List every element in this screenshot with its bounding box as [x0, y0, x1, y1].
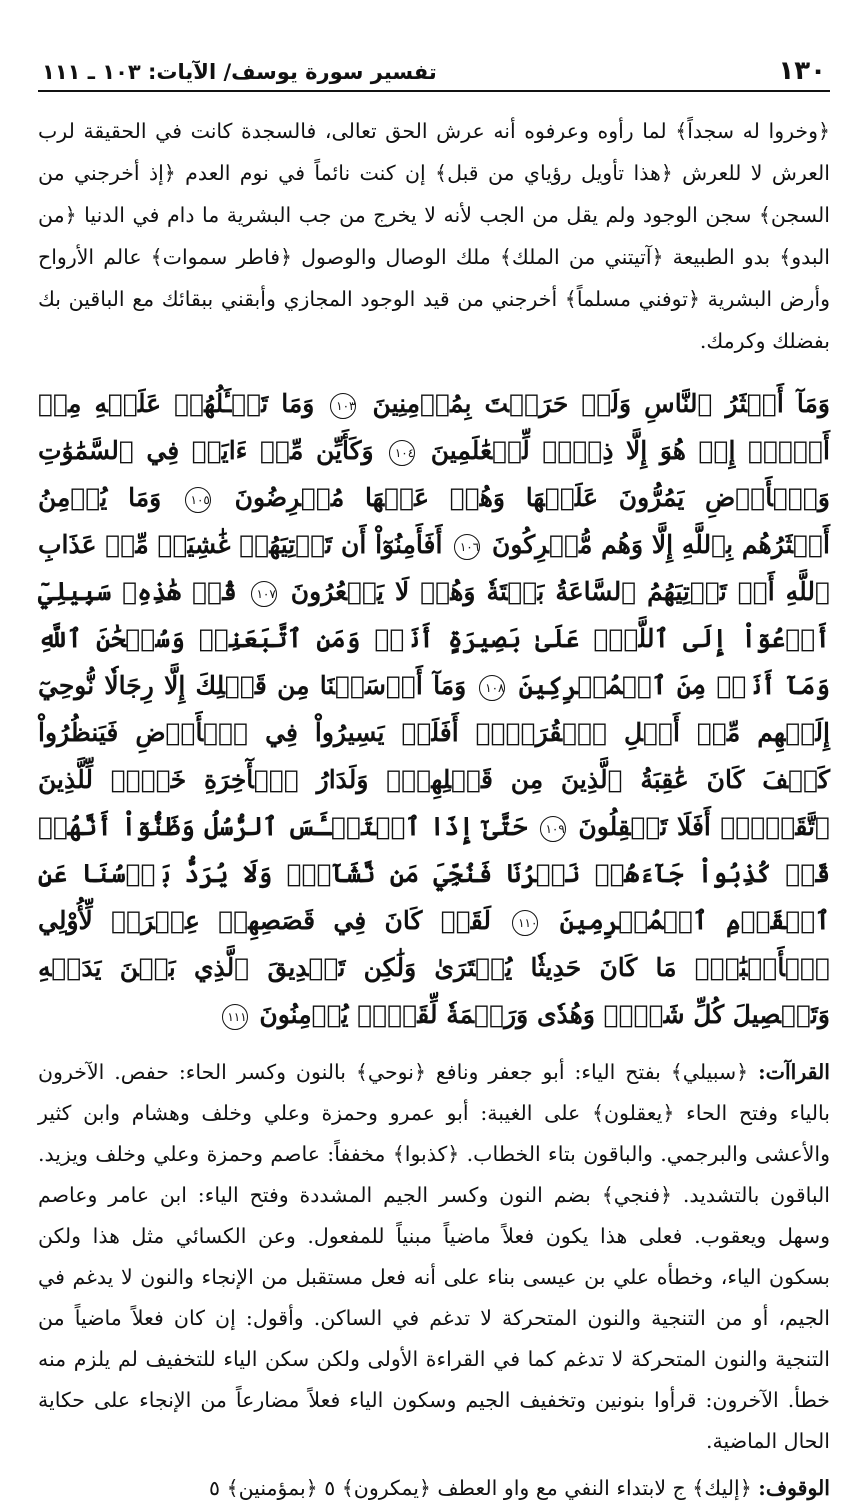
ayah-number-marker: ١٠٣: [330, 393, 356, 419]
running-title: تفسير سورة يوسف/ الآيات: ١٠٣ ـ ١١١: [42, 60, 437, 84]
readings-paragraph: [38, 1052, 830, 1462]
ayah-number-marker: ١٠٦: [454, 534, 480, 560]
verse-text: وَكَأَيِّن مِّنۡ ءَايَةٖ فِي ٱلسَّمَٰوَٰتِ وَٱلۡأَرۡضِ يَمُرُّونَ عَلَيۡهَا وَهُمۡ عَنۡهَا مُعۡرِضُونَ: [38, 436, 830, 512]
verse-text: وَمَا تَسۡـَٔلُهُمۡ عَلَيۡهِ مِنۡ أَجۡرٍۚ إِنۡ هُوَ إِلَّا ذِكۡرٞ لِّلۡعَٰلَمِينَ: [38, 389, 830, 465]
verse-text: أَفَأَمِنُوٓاْ أَن تَأۡتِيَهُمۡ غَٰشِيَةٞ مِّنۡ عَذَابِ ٱللَّهِ أَوۡ تَأۡتِيَهُمُ ٱلسَّاعَةُ بَغۡتَةٗ وَهُمۡ لَا يَشۡعُرُونَ: [38, 530, 830, 606]
verse-text: لَقَدۡ كَانَ فِي قَصَصِهِمۡ عِبۡرَةٞ لِّأُوْلِي ٱلۡأَلۡبَٰبِۗ مَا كَانَ حَدِيثٗا يُفۡتَرَىٰ وَلَٰكِن تَصۡدِيقَ ٱلَّذِي بَيۡنَ يَدَيۡهِ وَتَفۡصِيلَ كُلِّ شَيۡءٖ وَهُدٗى وَرَحۡمَةٗ لِّقَوۡمٖ يُؤۡمِنُونَ: [38, 906, 830, 1029]
page-header: [38, 50, 830, 92]
ayah-number-marker: ١١١: [222, 1004, 248, 1030]
book-page: [38, 50, 831, 1500]
waqf-text: ﴿إليك﴾ ج لابتداء النفي مع واو العطف ﴿يمكرون﴾ ٥ ﴿بمؤمنين﴾ ٥: [209, 1476, 752, 1500]
ayah-number-marker: ١٠٩: [540, 816, 566, 842]
waqf-paragraph: [38, 1468, 830, 1508]
verse-text: وَمَا يُؤۡمِنُ أَكۡثَرُهُم بِٱللَّهِ إِلَّا وَهُم مُّشۡرِكُونَ: [38, 483, 830, 559]
verse-text: وَمَآ أَرۡسَلۡنَا مِن قَبۡلِكَ إِلَّا رِجَالٗا نُّوحِيٓ إِلَيۡهِم مِّنۡ أَهۡلِ ٱلۡقُرَىٰٓۗ أَفَلَمۡ يَسِيرُواْ فِي ٱلۡأَرۡضِ فَيَنظُرُواْ كَيۡفَ كَانَ عَٰقِبَةُ ٱلَّذِينَ مِن قَبۡلِهِمۡۗ وَلَدَارُ ٱلۡأٓخِرَةِ خَيۡرٞ لِّلَّذِينَ ٱتَّقَوۡاْۚ أَفَلَا تَعۡقِلُونَ: [38, 671, 830, 841]
page-number: ١٣٠: [778, 56, 826, 86]
readings-label: القراآت:: [758, 1060, 830, 1084]
ayah-number-marker: ١٠٥: [185, 487, 211, 513]
ayah-number-marker: ١٠٨: [479, 675, 505, 701]
commentary-paragraph: ﴿وخروا له سجداً﴾ لما رأوه وعرفوه أنه عرش الحق تعالى، فالسجدة كانت في الحقيقة لرب العرش لا للعرش ﴿هذا تأويل رؤياي من قبل﴾ إن كنت نائماً في نوم العدم ﴿إذ أخرجني من السجن﴾ سجن الوجود ولم يقل من الجب لأنه لا يخرج من جب البشرية ما دام في الدنيا ﴿من البدو﴾ بدو الطبيعة ﴿آتيتني من الملك﴾ ملك الوصال والوصول ﴿فاطر سموات﴾ عالم الأرواح وأرض البشرية ﴿توفني مسلماً﴾ أخرجني من قيد الوجود المجازي وأبقني ببقائك مع الباقين بك بفضلك وكرمك.: [38, 119, 831, 353]
readings-text: ﴿سبيلي﴾ بفتح الياء: أبو جعفر ونافع ﴿نوحي﴾ بالنون وكسر الحاء: حفص. الآخرون بالياء وفتح الحاء ﴿يعقلون﴾ على الغيبة: أبو عمرو وحمزة وعلي وخلف وهشام وابن كثير والأعشى والبرجمي. والباقون بتاء الخطاب. ﴿كذبوا﴾ مخففاً: عاصم وحمزة وعلي وخلف ويزيد. الباقون بالتشديد. ﴿فنجي﴾ بضم النون وكسر الجيم المشددة وفتح الياء: ابن عامر وعاصم وسهل ويعقوب. فعلى هذا يكون فعلاً ماضياً مبنياً للمفعول. وعن الكسائي مثل هذا ولكن بسكون الياء، وخطأه علي بن عيسى بناء على أنه فعل مستقبل من الإنجاء والنون لا يدغم في الجيم، أو من التنجية والنون المتحركة لا تدغم في الساكن. وأقول: إن كان فعلاً ماضياً من التنجية والنون المتحركة لا تدغم كما في القراءة الأولى ولكن سكن الياء للتخفيف لم يلزم منه خطأ. الآخرون: قرأوا بنونين وتخفيف الجيم وسكون الياء فعلاً مضارعاً من الإنجاء على حكاية الحال الماضية.: [38, 1060, 830, 1453]
waqf-label: الوقوف:: [758, 1476, 830, 1500]
verse-text: قُلۡ هَٰذِهِۦ سَبِيلِيٓ أَدۡعُوٓاْ إِلَى ٱللَّهِۚ عَلَىٰ بَصِيرَةٍ أَنَا۠ وَمَنِ ٱتَّبَعَنِيۖ وَسُبۡحَٰنَ ٱللَّهِ وَمَآ أَنَا۠ مِنَ ٱلۡمُشۡرِكِينَ: [38, 577, 830, 700]
ayah-number-marker: ١١٠: [512, 910, 538, 936]
verse-text: حَتَّىٰٓ إِذَا ٱسۡتَيۡـَٔسَ ٱلرُّسُلُ وَظَنُّوٓاْ أَنَّهُمۡ قَدۡ كُذِبُواْ جَآءَهُمۡ نَصۡرُنَا فَنُجِّيَ مَن نَّشَآءُۖ وَلَا يُرَدُّ بَأۡسُنَا عَنِ ٱلۡقَوۡمِ ٱلۡمُجۡرِمِينَ: [38, 812, 830, 935]
quran-verses-block: [38, 380, 830, 1038]
ayah-number-marker: ١٠٤: [389, 440, 415, 466]
verse-text: وَمَآ أَكۡثَرُ ٱلنَّاسِ وَلَوۡ حَرَصۡتَ بِمُؤۡمِنِينَ: [372, 389, 830, 418]
ayah-number-marker: ١٠٧: [251, 581, 277, 607]
